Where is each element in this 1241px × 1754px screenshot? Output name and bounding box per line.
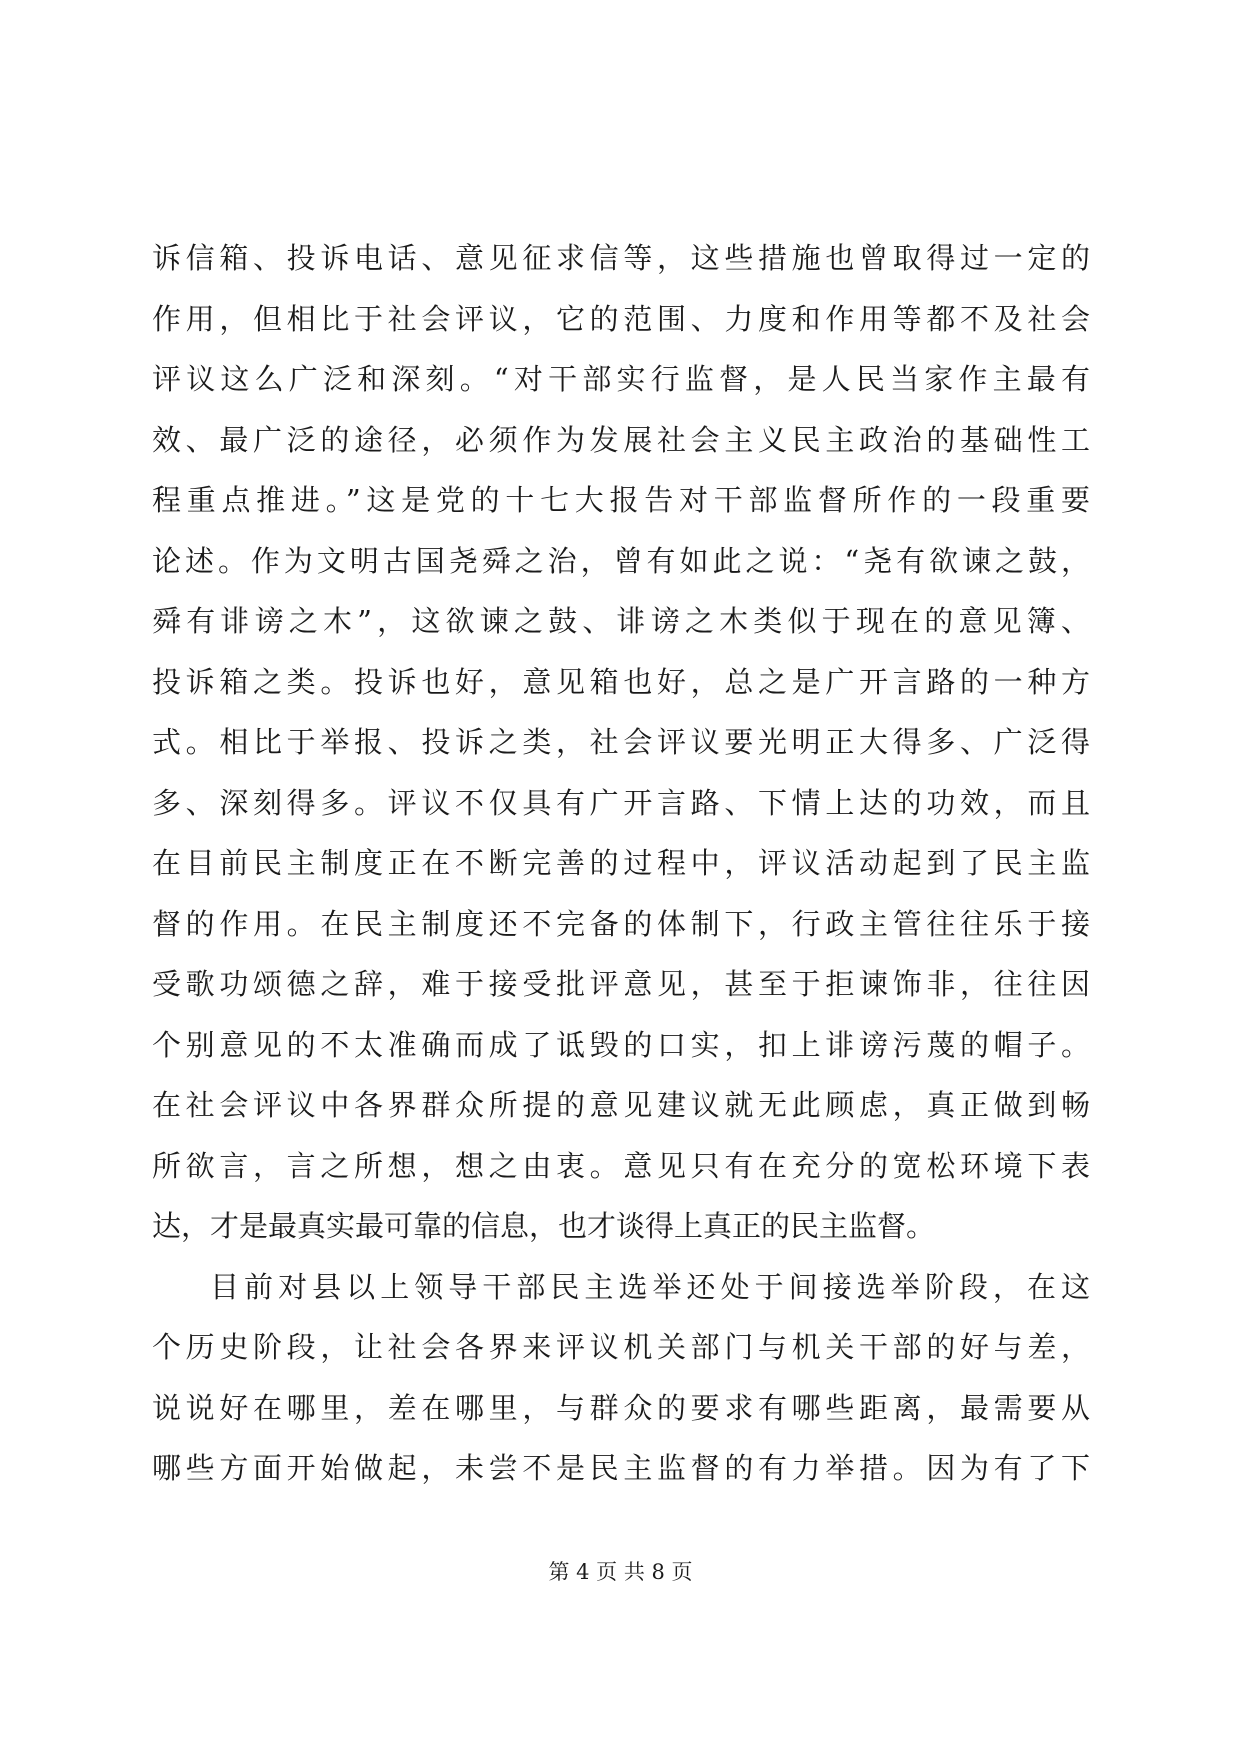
text-line-21: 哪些方面开始做起，未尝不是民主监督的有力举措。因为有了下 (152, 1451, 1090, 1485)
body-text (152, 228, 1090, 1499)
text-line-1: 诉信箱、投诉电话、意见征求信等，这些措施也曾取得过一定的 (152, 241, 1090, 275)
text-line-15: 在社会评议中各界群众所提的意见建议就无此顾虑，真正做到畅 (152, 1088, 1090, 1122)
text-line-5: 程重点推进。”这是党的十七大报告对干部监督所作的一段重要 (152, 483, 1090, 517)
text-line-6: 论述。作为文明古国尧舜之治，曾有如此之说：“尧有欲谏之鼓， (152, 543, 1090, 578)
text-line-7: 舜有诽谤之木”，这欲谏之鼓、诽谤之木类似于现在的意见簿、 (152, 604, 1090, 638)
text-line-12: 督的作用。在民主制度还不完备的体制下，行政主管往往乐于接 (152, 906, 1090, 941)
text-line-20: 说说好在哪里，差在哪里，与群众的要求有哪些距离，最需要从 (152, 1390, 1090, 1425)
text-line-4: 效、最广泛的途径，必须作为发展社会主义民主政治的基础性工 (152, 422, 1090, 457)
text-line-9: 式。相比于举报、投诉之类，社会评议要光明正大得多、广泛得 (152, 725, 1090, 759)
text-line-18: 目前对县以上领导干部民主选举还处于间接选举阶段，在这 (210, 1269, 1090, 1304)
text-line-3: 评议这么广泛和深刻。“对干部实行监督，是人民当家作主最有 (152, 362, 1090, 396)
text-line-17: 达，才是最真实最可靠的信息，也才谈得上真正的民主监督。 (152, 1209, 936, 1243)
text-line-16: 所欲言，言之所想，想之由衷。意见只有在充分的宽松环境下表 (152, 1148, 1090, 1183)
text-line-10: 多、深刻得多。评议不仅具有广开言路、下情上达的功效，而且 (152, 785, 1090, 820)
text-line-2: 作用，但相比于社会评议，它的范围、力度和作用等都不及社会 (152, 301, 1090, 336)
page-footer: 第 4 页 共 8 页 (548, 1560, 693, 1584)
text-line-8: 投诉箱之类。投诉也好，意见箱也好，总之是广开言路的一种方 (152, 664, 1090, 699)
text-line-19: 个历史阶段，让社会各界来评议机关部门与机关干部的好与差， (152, 1330, 1090, 1364)
text-line-11: 在目前民主制度正在不断完善的过程中，评议活动起到了民主监 (152, 846, 1090, 880)
text-line-13: 受歌功颂德之辞，难于接受批评意见，甚至于拒谏饰非，往往因 (152, 967, 1090, 1001)
text-line-14: 个别意见的不太准确而成了诋毁的口实，扣上诽谤污蔑的帽子。 (152, 1027, 1090, 1062)
